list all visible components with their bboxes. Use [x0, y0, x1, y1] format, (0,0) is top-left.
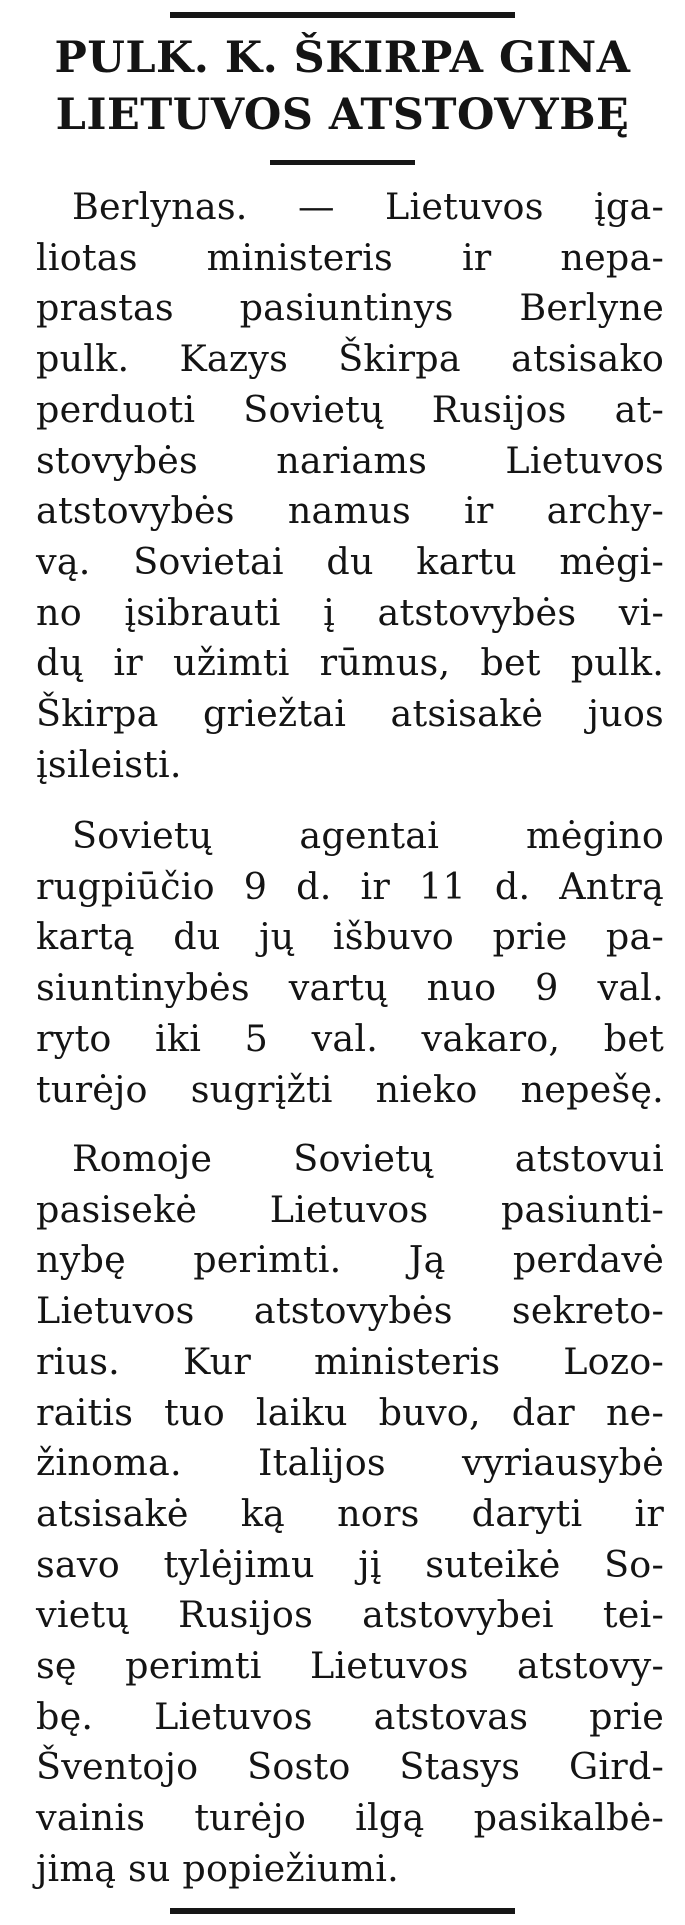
text-line: Šventojo Sosto Stasys Gird- — [36, 1745, 664, 1789]
text-line: pasisekė Lietuvos pasiunti- — [36, 1187, 664, 1231]
text-line: savo tylėjimu jį suteikė So- — [36, 1542, 664, 1586]
text-line: Sovietų agentai mėgino — [72, 814, 664, 857]
text-line: vą. Sovietai du kartu mėgi- — [36, 539, 664, 583]
text-line: vietų Rusijos atstovybei tei- — [36, 1593, 664, 1637]
bottom-rule — [170, 1908, 515, 1914]
text-line: rugpiūčio 9 d. ir 11 d. Antrą — [36, 864, 664, 908]
headline-line: LIETUVOS ATSTOVYBĘ — [55, 90, 630, 140]
text-line: bę. Lietuvos atstovas prie — [36, 1694, 664, 1738]
text-line: pulk. Kazys Škirpa atsisako — [36, 337, 664, 381]
text-line: perduoti Sovietų Rusijos at- — [36, 387, 664, 431]
text-line: atstovybės namus ir archy- — [36, 489, 664, 533]
text-line: dų ir užimti rūmus, bet pulk. — [36, 641, 664, 685]
text-line: jimą su popiežiumi. — [36, 1846, 399, 1890]
text-line: nybę perimti. Ją perdavė — [36, 1238, 664, 1282]
paragraph-1 — [36, 182, 664, 790]
text-line: rius. Kur ministeris Lozo- — [36, 1339, 664, 1383]
text-line: no įsibrauti į atstovybės vi- — [36, 590, 664, 634]
text-line: ryto iki 5 val. vakaro, bet — [36, 1016, 664, 1060]
text-line: liotas ministeris ir nepa- — [36, 235, 664, 279]
text-line: įsileisti. — [36, 742, 182, 786]
text-line: turėjo sugrįžti nieko nepešę. — [36, 1067, 664, 1111]
top-rule — [170, 12, 515, 18]
headline-line: PULK. K. ŠKIRPA GINA — [54, 33, 631, 83]
paragraph-3 — [36, 1134, 664, 1895]
headline-divider — [270, 160, 415, 165]
text-line: žinoma. Italijos vyriausybė — [36, 1441, 664, 1485]
text-line: atsisakė ką nors daryti ir — [36, 1491, 664, 1535]
text-line: stovybės nariams Lietuvos — [36, 438, 664, 482]
text-line: siuntinybės vartų nuo 9 val. — [36, 966, 664, 1010]
paragraph-2 — [36, 811, 664, 1115]
text-line: kartą du jų išbuvo prie pa- — [36, 915, 664, 959]
text-line: Romoje Sovietų atstovui — [72, 1137, 664, 1180]
text-line: raitis tuo laiku buvo, dar ne- — [36, 1390, 664, 1434]
text-line: Škirpa griežtai atsisakė juos — [36, 692, 664, 736]
text-line: sę perimti Lietuvos atstovy- — [36, 1644, 664, 1688]
headline — [30, 30, 655, 144]
text-line: Lietuvos atstovybės sekreto- — [36, 1289, 664, 1333]
text-line: prastas pasiuntinys Berlyne — [36, 286, 664, 330]
text-line: vainis turėjo ilgą pasikalbė- — [36, 1796, 664, 1840]
text-line: Berlynas. — Lietuvos įga- — [72, 185, 664, 228]
